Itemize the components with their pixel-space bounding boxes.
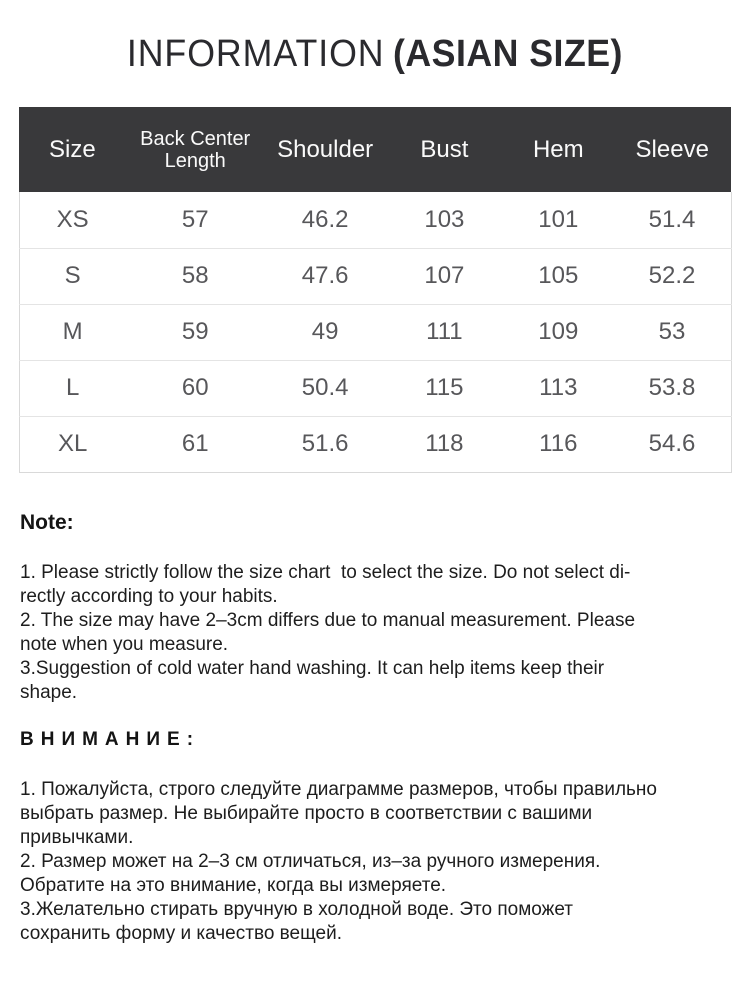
measurement-cell: 52.2	[613, 248, 731, 304]
size-label-cell: XS	[19, 192, 126, 248]
column-header-hem: Hem	[503, 107, 613, 192]
measurement-cell: 61	[126, 416, 265, 472]
attention-line: выбрать размер. Не выбирайте просто в соответствии с вашими	[20, 802, 593, 824]
table-row-l	[19, 360, 731, 416]
measurement-cell: 47.6	[265, 248, 386, 304]
note-line: shape.	[20, 681, 78, 703]
measurement-cell: 116	[503, 416, 613, 472]
table-row-m	[19, 304, 731, 360]
note-line: 3.Suggestion of cold water hand washing. It can help items keep their	[20, 657, 605, 679]
size-chart-table	[19, 107, 732, 473]
size-label-cell: S	[19, 248, 126, 304]
table-row-xl	[19, 416, 731, 472]
attention-line: привычками.	[20, 826, 134, 848]
column-header-sleeve: Sleeve	[613, 107, 731, 192]
measurement-cell: 103	[386, 192, 503, 248]
table-header-row	[19, 107, 731, 192]
measurement-cell: 46.2	[265, 192, 386, 248]
attention-line: Обратите на это внимание, когда вы измеряете.	[20, 874, 447, 896]
measurement-cell: 115	[386, 360, 503, 416]
note-heading: Note:	[20, 510, 74, 534]
size-label-cell: M	[19, 304, 126, 360]
column-header-size: Size	[19, 107, 126, 192]
column-header-back-center-length	[126, 107, 265, 192]
measurement-cell: 113	[503, 360, 613, 416]
attention-line: 2. Размер может на 2–3 см отличаться, из–за ручного измерения.	[20, 850, 601, 872]
attention-heading: ВНИМАНИЕ:	[20, 728, 201, 750]
title-information-text: INFORMATION	[126, 33, 385, 75]
measurement-cell: 111	[386, 304, 503, 360]
table-row-s	[19, 248, 731, 304]
note-line: note when you measure.	[20, 633, 229, 655]
attention-line: сохранить форму и качество вещей.	[20, 922, 342, 944]
measurement-cell: 59	[126, 304, 265, 360]
measurement-cell: 60	[126, 360, 265, 416]
attention-line: 1. Пожалуйста, строго следуйте диаграмме размеров, чтобы правильно	[20, 778, 657, 800]
note-line: 1. Please strictly follow the size chart to select the size. Do not select di-	[20, 561, 631, 583]
size-label-cell: L	[19, 360, 126, 416]
measurement-cell: 57	[126, 192, 265, 248]
table-row-xs	[19, 192, 731, 248]
measurement-cell: 51.6	[265, 416, 386, 472]
measurement-cell: 107	[386, 248, 503, 304]
note-section	[20, 511, 734, 946]
title-asian-size-text: (ASIAN SIZE)	[393, 33, 624, 75]
measurement-cell: 118	[386, 416, 503, 472]
measurement-cell: 51.4	[613, 192, 731, 248]
size-label-cell: XL	[19, 416, 126, 472]
measurement-cell: 50.4	[265, 360, 386, 416]
measurement-cell: 101	[503, 192, 613, 248]
note-line: 2. The size may have 2–3cm differs due to manual measurement. Please	[20, 609, 636, 631]
measurement-cell: 53	[613, 304, 731, 360]
column-header-back-center-length-line2: Length	[164, 149, 226, 172]
attention-line: 3.Желательно стирать вручную в холодной воде. Это поможет	[20, 898, 574, 920]
measurement-cell: 105	[503, 248, 613, 304]
page-title-inner	[127, 32, 623, 76]
column-header-back-center-length-line1: Back Center	[140, 127, 251, 150]
measurement-cell: 58	[126, 248, 265, 304]
column-header-shoulder: Shoulder	[265, 107, 386, 192]
column-header-bust: Bust	[386, 107, 503, 192]
measurement-cell: 49	[265, 304, 386, 360]
measurement-cell: 53.8	[613, 360, 731, 416]
measurement-cell: 109	[503, 304, 613, 360]
note-line: rectly according to your habits.	[20, 585, 278, 607]
page-title	[0, 0, 750, 76]
measurement-cell: 54.6	[613, 416, 731, 472]
